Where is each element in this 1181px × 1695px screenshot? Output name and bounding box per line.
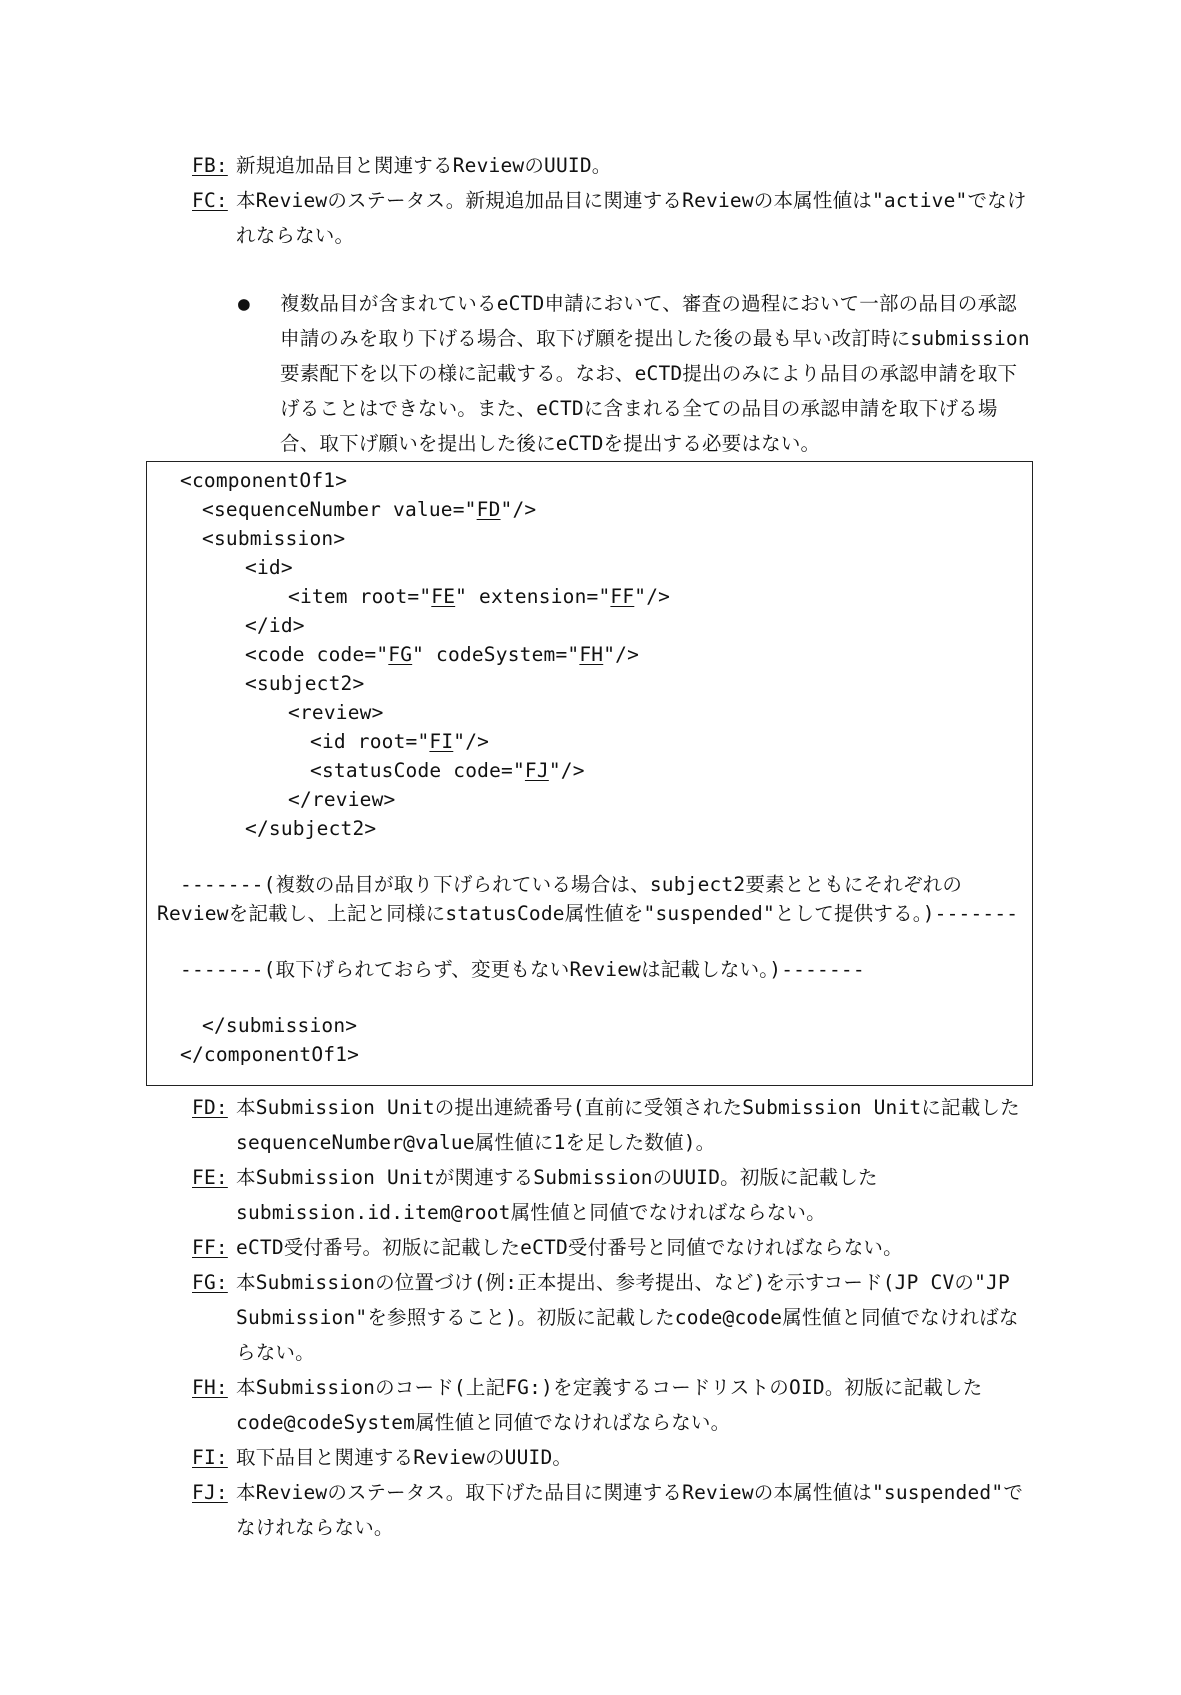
definition-text: eCTD受付番号。初版に記載したeCTD受付番号と同値でなければならない。 [236,1236,903,1259]
definition-fb [192,148,1032,183]
definition-fj [192,1475,1032,1545]
code-note: -------(取下げられておらず、変更もないReviewは記載しない。)------- [180,958,865,981]
definition-fd [192,1090,1032,1160]
code-line: </subject2> [245,817,377,840]
placeholder-ff: FF [610,585,635,608]
definition-term: FB: [192,154,228,177]
placeholder-fg: FG [388,643,413,666]
code-line: </componentOf1> [180,1043,360,1066]
code-line: </submission> [202,1014,358,1037]
definition-text: 本Submissionの位置づけ(例:正本提出、参考提出、など)を示すコード(JP CVの"JP Submission"を参照すること)。初版に記載したcode@code属性値と同値でなければならない。 [236,1271,1019,1364]
definition-term: FD: [192,1096,228,1119]
definition-term: FF: [192,1236,228,1259]
placeholder-fi: FI [429,730,454,753]
definition-fc [192,183,1032,253]
code-line: <review> [288,701,384,724]
placeholder-fh: FH [579,643,604,666]
code-line: </review> [288,788,396,811]
code-line: <id root="FI"/> [310,730,490,753]
code-line: <statusCode code="FJ"/> [310,759,585,782]
definition-term: FG: [192,1271,228,1294]
code-line: <subject2> [245,672,365,695]
placeholder-fd: FD [476,498,501,521]
definition-term: FH: [192,1376,228,1399]
definition-text: 新規追加品目と関連するReviewのUUID。 [236,154,612,177]
code-note: -------(複数の品目が取り下げられている場合は、subject2要素とともにそれぞれのReviewを記載し、上記と同様にstatusCode属性値を"suspended"として提供する。)------- [157,873,1019,925]
definition-term: FJ: [192,1481,228,1504]
code-line: <code code="FG" codeSystem="FH"/> [245,643,640,666]
definition-fe [192,1160,1032,1230]
definition-fi [192,1440,1032,1475]
bullet-icon: ● [238,292,250,315]
bullet-paragraph [238,286,1034,461]
code-line: <submission> [202,527,346,550]
definition-text: 本Reviewのステータス。新規追加品目に関連するReviewの本属性値は"active"でなけれならない。 [236,189,1027,247]
xml-code-box [146,461,1033,1086]
code-line: <id> [245,556,293,579]
definition-fg [192,1265,1032,1370]
placeholder-fj: FJ [524,759,549,782]
bullet-text: 複数品目が含まれているeCTD申請において、審査の過程において一部の品目の承認申請のみを取り下げる場合、取下げ願を提出した後の最も早い改訂時にsubmission要素配下を以下の様に記載する。なお、eCTD提出のみにより品目の承認申請を取下げることはできない。また、eCTDに含まれる全ての品目の承認申請を取下げる場合、取下げ願いを提出した後にeCTDを提出する必要はない。 [280,292,1030,455]
definition-text: 本Reviewのステータス。取下げた品目に関連するReviewの本属性値は"suspended"でなけれならない。 [236,1481,1024,1539]
definition-term: FC: [192,189,228,212]
placeholder-fe: FE [431,585,456,608]
definition-text: 本Submissionのコード(上記FG:)を定義するコードリストのOID。初版に記載したcode@codeSystem属性値と同値でなければならない。 [236,1376,983,1434]
code-line: <sequenceNumber value="FD"/> [202,498,537,521]
code-line: </id> [245,614,305,637]
definition-term: FE: [192,1166,228,1189]
definition-text: 取下品目と関連するReviewのUUID。 [236,1446,573,1469]
definition-ff [192,1230,1032,1265]
code-line: <item root="FE" extension="FF"/> [288,585,671,608]
definition-term: FI: [192,1446,228,1469]
definition-text: 本Submission Unitの提出連続番号(直前に受領されたSubmission Unitに記載したsequenceNumber@value属性値に1を足した数値)。 [236,1096,1020,1154]
code-line: <componentOf1> [180,469,348,492]
definition-fh [192,1370,1032,1440]
definition-text: 本Submission Unitが関連するSubmissionのUUID。初版に記載したsubmission.id.item@root属性値と同値でなければならない。 [236,1166,878,1224]
